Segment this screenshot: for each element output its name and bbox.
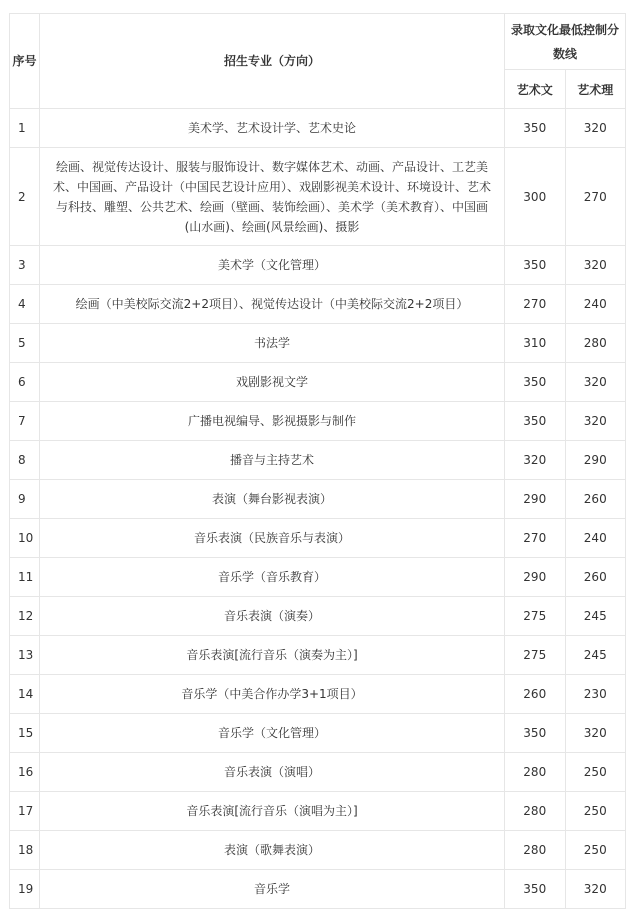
row-number: 2 <box>10 148 40 246</box>
row-major: 书法学 <box>40 324 505 363</box>
row-score-art-science: 270 <box>565 148 626 246</box>
header-art-science: 艺术理 <box>565 70 626 109</box>
row-major: 音乐学 <box>40 870 505 909</box>
row-major: 音乐表演[流行音乐（演唱为主）] <box>40 792 505 831</box>
row-score-art-liberal: 350 <box>505 246 566 285</box>
row-score-art-liberal: 350 <box>505 363 566 402</box>
row-score-art-science: 260 <box>565 558 626 597</box>
row-score-art-science: 245 <box>565 636 626 675</box>
header-art-liberal: 艺术文 <box>505 70 566 109</box>
table-body <box>10 109 626 909</box>
row-score-art-science: 250 <box>565 792 626 831</box>
row-major: 音乐表演（民族音乐与表演） <box>40 519 505 558</box>
row-score-art-liberal: 290 <box>505 480 566 519</box>
row-major: 广播电视编导、影视摄影与制作 <box>40 402 505 441</box>
header-row <box>10 14 626 70</box>
row-major: 音乐表演[流行音乐（演奏为主）] <box>40 636 505 675</box>
table-row <box>10 597 626 636</box>
row-score-art-liberal: 270 <box>505 285 566 324</box>
row-number: 9 <box>10 480 40 519</box>
row-score-art-science: 320 <box>565 714 626 753</box>
row-score-art-science: 240 <box>565 285 626 324</box>
table-row <box>10 480 626 519</box>
table-row <box>10 109 626 148</box>
row-major: 表演（歌舞表演） <box>40 831 505 870</box>
table-row <box>10 324 626 363</box>
table-row <box>10 870 626 909</box>
row-major: 播音与主持艺术 <box>40 441 505 480</box>
row-score-art-science: 230 <box>565 675 626 714</box>
row-score-art-liberal: 350 <box>505 402 566 441</box>
row-number: 18 <box>10 831 40 870</box>
row-number: 4 <box>10 285 40 324</box>
row-score-art-liberal: 300 <box>505 148 566 246</box>
row-score-art-science: 240 <box>565 519 626 558</box>
row-score-art-science: 260 <box>565 480 626 519</box>
row-major: 绘画、视觉传达设计、服装与服饰设计、数字媒体艺术、动画、产品设计、工艺美术、中国画、产品设计（中国民艺设计应用）、戏剧影视美术设计、环境设计、艺术与科技、雕塑、公共艺术、绘画（壁画、装饰绘画）、美术学（美术教育）、中国画(山水画)、绘画(风景绘画)、摄影 <box>40 148 505 246</box>
row-score-art-science: 290 <box>565 441 626 480</box>
row-major: 音乐学（中美合作办学3+1项目） <box>40 675 505 714</box>
row-number: 16 <box>10 753 40 792</box>
row-major: 绘画（中美校际交流2+2项目）、视觉传达设计（中美校际交流2+2项目） <box>40 285 505 324</box>
row-major: 音乐表演（演唱） <box>40 753 505 792</box>
row-score-art-liberal: 290 <box>505 558 566 597</box>
table-row <box>10 636 626 675</box>
table-row <box>10 519 626 558</box>
row-score-art-liberal: 280 <box>505 792 566 831</box>
row-major: 美术学（文化管理） <box>40 246 505 285</box>
row-number: 17 <box>10 792 40 831</box>
score-table <box>9 13 626 909</box>
row-number: 5 <box>10 324 40 363</box>
row-score-art-science: 320 <box>565 363 626 402</box>
row-score-art-liberal: 350 <box>505 870 566 909</box>
table-row <box>10 402 626 441</box>
row-score-art-liberal: 350 <box>505 714 566 753</box>
row-major: 表演（舞台影视表演） <box>40 480 505 519</box>
row-number: 13 <box>10 636 40 675</box>
table-row <box>10 441 626 480</box>
row-number: 11 <box>10 558 40 597</box>
table-row <box>10 363 626 402</box>
row-number: 10 <box>10 519 40 558</box>
row-score-art-liberal: 275 <box>505 636 566 675</box>
table-row <box>10 558 626 597</box>
table-row <box>10 792 626 831</box>
row-score-art-liberal: 275 <box>505 597 566 636</box>
row-number: 3 <box>10 246 40 285</box>
row-score-art-science: 320 <box>565 109 626 148</box>
row-major: 音乐学（音乐教育） <box>40 558 505 597</box>
table-row <box>10 285 626 324</box>
row-number: 12 <box>10 597 40 636</box>
row-number: 1 <box>10 109 40 148</box>
row-score-art-science: 250 <box>565 831 626 870</box>
table-row <box>10 148 626 246</box>
row-major: 音乐学（文化管理） <box>40 714 505 753</box>
row-major: 音乐表演（演奏） <box>40 597 505 636</box>
table-row <box>10 675 626 714</box>
row-score-art-science: 250 <box>565 753 626 792</box>
row-score-art-liberal: 310 <box>505 324 566 363</box>
row-major: 美术学、艺术设计学、艺术史论 <box>40 109 505 148</box>
row-major: 戏剧影视文学 <box>40 363 505 402</box>
row-number: 19 <box>10 870 40 909</box>
row-score-art-science: 320 <box>565 246 626 285</box>
table-row <box>10 246 626 285</box>
row-score-art-liberal: 260 <box>505 675 566 714</box>
header-score-group: 录取文化最低控制分数线 <box>505 14 626 70</box>
row-score-art-science: 245 <box>565 597 626 636</box>
row-number: 7 <box>10 402 40 441</box>
table-row <box>10 753 626 792</box>
row-number: 6 <box>10 363 40 402</box>
row-score-art-liberal: 350 <box>505 109 566 148</box>
row-score-art-science: 280 <box>565 324 626 363</box>
table-row <box>10 831 626 870</box>
row-score-art-science: 320 <box>565 870 626 909</box>
row-score-art-liberal: 320 <box>505 441 566 480</box>
row-score-art-liberal: 280 <box>505 753 566 792</box>
row-score-art-liberal: 280 <box>505 831 566 870</box>
header-no: 序号 <box>10 14 40 109</box>
row-number: 15 <box>10 714 40 753</box>
table-row <box>10 714 626 753</box>
header-major: 招生专业（方向） <box>40 14 505 109</box>
row-number: 8 <box>10 441 40 480</box>
row-score-art-liberal: 270 <box>505 519 566 558</box>
row-number: 14 <box>10 675 40 714</box>
row-score-art-science: 320 <box>565 402 626 441</box>
